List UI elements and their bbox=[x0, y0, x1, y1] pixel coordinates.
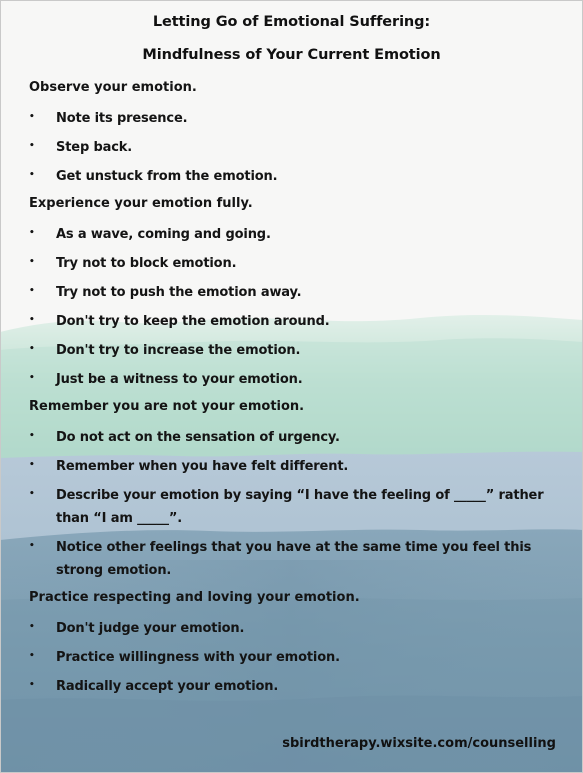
bullet-icon: • bbox=[29, 257, 35, 267]
list-item bbox=[29, 455, 559, 478]
list-item bbox=[29, 368, 559, 391]
list-item-text: Note its presence. bbox=[56, 111, 188, 126]
list-item-text: Notice other feelings that you have at the same time you feel this strong emotion. bbox=[56, 540, 532, 578]
bullet-icon: • bbox=[29, 315, 35, 325]
bullet-icon: • bbox=[29, 622, 35, 632]
bullet-icon: • bbox=[29, 373, 35, 383]
list-item bbox=[29, 339, 559, 362]
list-item bbox=[29, 426, 559, 449]
title-line-2: Mindfulness of Your Current Emotion bbox=[142, 47, 441, 63]
bullet-icon: • bbox=[29, 170, 35, 180]
bullet-icon: • bbox=[29, 431, 35, 441]
list-item-text: Just be a witness to your emotion. bbox=[56, 372, 303, 387]
list-item-text: Describe your emotion by saying “I have the feeling of _____” rather than “I am _____”. bbox=[56, 488, 544, 526]
list-item bbox=[29, 310, 559, 333]
title-line-1: Letting Go of Emotional Suffering: bbox=[152, 14, 431, 30]
bullet-icon: • bbox=[29, 228, 35, 238]
bullet-icon: • bbox=[29, 460, 35, 470]
section-heading-practice: Practice respecting and loving your emotion. bbox=[29, 590, 360, 605]
list-item bbox=[29, 484, 559, 530]
list-item-text: Try not to block emotion. bbox=[56, 256, 237, 271]
list-item-text: Don't try to keep the emotion around. bbox=[56, 314, 330, 329]
section-heading-remember: Remember you are not your emotion. bbox=[29, 399, 305, 414]
list-item bbox=[29, 536, 559, 582]
bullet-icon: • bbox=[29, 680, 35, 690]
list-item bbox=[29, 281, 559, 304]
list-item-text: Step back. bbox=[56, 140, 133, 155]
list-item bbox=[29, 165, 559, 188]
section-heading-experience: Experience your emotion fully. bbox=[29, 196, 253, 211]
bullet-icon: • bbox=[29, 541, 35, 551]
list-item-text: Radically accept your emotion. bbox=[56, 679, 279, 694]
bullet-icon: • bbox=[29, 112, 35, 122]
bullet-icon: • bbox=[29, 141, 35, 151]
section-heading-observe: Observe your emotion. bbox=[29, 80, 197, 95]
list-item-text: Don't judge your emotion. bbox=[56, 621, 245, 636]
list-item-text: Don't try to increase the emotion. bbox=[56, 343, 301, 358]
list-item bbox=[29, 646, 559, 669]
website-url: sbirdtherapy.wixsite.com/counselling bbox=[282, 736, 556, 751]
list-item-text: Get unstuck from the emotion. bbox=[56, 169, 278, 184]
list-item bbox=[29, 136, 559, 159]
bullet-icon: • bbox=[29, 344, 35, 354]
list-item bbox=[29, 107, 559, 130]
list-item-text: Practice willingness with your emotion. bbox=[56, 650, 340, 665]
list-item-text: As a wave, coming and going. bbox=[56, 227, 271, 242]
bullet-icon: • bbox=[29, 286, 35, 296]
list-item bbox=[29, 675, 559, 698]
bullet-icon: • bbox=[29, 489, 35, 499]
list-item-text: Do not act on the sensation of urgency. bbox=[56, 430, 340, 445]
list-item-text: Try not to push the emotion away. bbox=[56, 285, 302, 300]
list-item bbox=[29, 252, 559, 275]
list-item bbox=[29, 223, 559, 246]
bullet-icon: • bbox=[29, 651, 35, 661]
list-item bbox=[29, 617, 559, 640]
list-item-text: Remember when you have felt different. bbox=[56, 459, 349, 474]
